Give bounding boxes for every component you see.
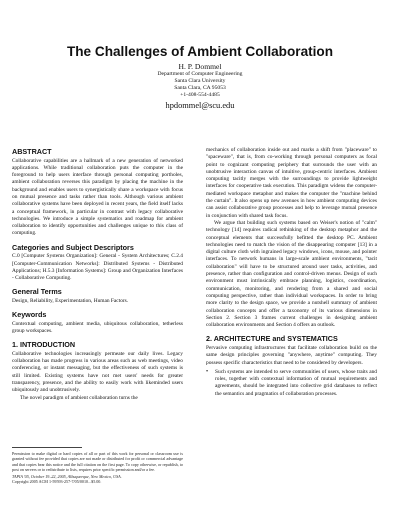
copyright-permission-text: Permission to make digital or hard copies of all or part of this work for personal or classroom use is granted without fee provided that copies are not made or distributed for profit or commercial advantage and that copies bear this notice and the full citation on the first page. To copy otherwise, or republish, to post on servers or to redistribute to lists, requires prior specific permission and/or a fee. — [12, 451, 183, 473]
introduction-heading: 1. INTRODUCTION — [12, 340, 76, 350]
author-university: Santa Clara University — [174, 78, 226, 84]
introduction-paragraph-continued: The novel paradigm of ambient collaboration turns the — [20, 394, 138, 401]
copyright-divider — [12, 447, 82, 448]
general-terms-heading: General Terms — [12, 287, 62, 297]
bullet-text: Such systems are intended to serve communities of users, whose traits and roles, together with contextual information of mutual requirements and agreements, should be integrated into collective grid databases to reflect the semantics and pragmatics of collaboration processes. — [215, 368, 377, 397]
categories-heading: Categories and Subject Descriptors — [12, 242, 134, 252]
section2-text: Pervasive computing infrastructures that facilitate collaboration build on the same design principles governing "anywhere, anytime" computing. They possess specific characteristics that need to be considered by developers. — [206, 344, 377, 366]
introduction-paragraph: Collaborative technologies increasingly permeate our daily lives. Legacy collaboration has made progress in various areas such as web meetings, video conferencing, or instant messaging, but the effectiveness of such systems is still limited. Existing systems have not met users' needs for greater transparency, presence, and the ability to easily work with likeminded users ubiquitously and unobtrusively. — [12, 350, 183, 394]
list-item — [206, 369, 377, 398]
general-terms-text: Design, Reliability, Experimentation, Human Factors. — [12, 297, 129, 304]
abstract-heading: ABSTRACT — [12, 147, 52, 156]
left-column — [12, 147, 183, 402]
categories-text: C.0 [Computer Systems Organization]: General - System Architectures; C.2.4 [Computer-Communication Networks]: Distributed Systems - Distributed Applications; H.5.3 [Information Systems]: Group and Organization Interfaces - Collaborative Computing. — [12, 253, 183, 282]
author-department: Department of Computer Engineering — [157, 71, 243, 77]
introduction-continuation: mechanics of collaboration inside out and marks a shift from "placeware" to "spaceware", that is, from co-working through personal computers as focal point to cognizant computing periphery that surrounds the user with an unobtrusive interaction canvas of intuitive, group-centric interfaces. Ambient computing tacitly merges with the surroundings to provide lightweight interfaces for cooperative task execution. This paradigm widens the computer-mediated workspace metaphor and makes the computer the "machine behind the curtain". It also opens up new avenues in how ambient computing devices can assist collaborative group processes and help to leverage mutual presence in conjunction with shared task focus. — [206, 147, 377, 219]
section2-heading: 2. ARCHITECTURE and SYSTEMATICS — [206, 334, 338, 344]
copyright-line: Copyright 2005 ACM 1-59593-257-7/05/0010...$5.00. — [12, 479, 102, 485]
author-block — [0, 62, 400, 111]
copyright-venue: TAPIA '05, October 19–22, 2005, Albuquerque, New Mexico, USA. — [12, 473, 122, 479]
keywords-heading: Keywords — [12, 310, 47, 320]
author-name: H. P. Dommel — [178, 62, 222, 71]
bullet-icon: • — [206, 368, 209, 375]
author-phone: +1-408-554-4485 — [180, 92, 220, 98]
author-city: Santa Clara, CA 95053 — [174, 85, 226, 91]
introduction-argument-paragraph: We argue that building such systems based on Weiser's notion of "calm" technology [14] requires radical rethinking of the desktop metaphor and the conceptual elements that successfully befitted the desktop PC. Ambient technologies need to match the vision of the disappearing computer [13] in a digital culture cloth with ingrained legacy windows, icons, mouse, and pointer interfaces. To network humans in large-scale ambient environments, "tacit collaboration" will have to be structured around user tasks, activities, and presence, rather than configuration and control-driven menus. Design of such environment must intrinsically embrace planning, logistics, coordination, communication, monitoring, and rendering from a shared and social computing perspective, rather than individual workspaces. In order to bring more clarity to the design space, we provide a nutshell summary of ambient collaboration concepts and offer a taxonomy of its various dimensions in Section 2. Section 3 frames current challenges in designing ambient collaboration environments and Section 4 offers an outlook. — [206, 219, 377, 329]
keywords-text: Contextual computing, ambient media, ubiquitous collaboration, tetherless group workspaces. — [12, 320, 183, 335]
right-column — [206, 147, 377, 398]
copyright-notice — [12, 447, 183, 484]
abstract-text: Collaborative capabilities are a hallmark of a new generation of networked applications. While traditional collaboration puts the computer in the foreground to help users interface through personal computing portholes, ambient collaboration reverses this paradigm by placing the machine in the background and enables users to synergistically share a workspace with focus on mutual presence and tasks rather than tools. Although various ambient collaborative systems have been deployed in recent years, the field itself lacks a conceptual framework, in particular in contrast with legacy collaborative technologies. We introduce a simple systematics and roadmap for ambient collaboration to identify opportunities and challenges unique to this class of computing. — [12, 157, 183, 237]
paper-title: The Challenges of Ambient Collaboration — [66, 44, 334, 59]
author-email[interactable]: hpdommel@scu.edu — [165, 101, 235, 110]
